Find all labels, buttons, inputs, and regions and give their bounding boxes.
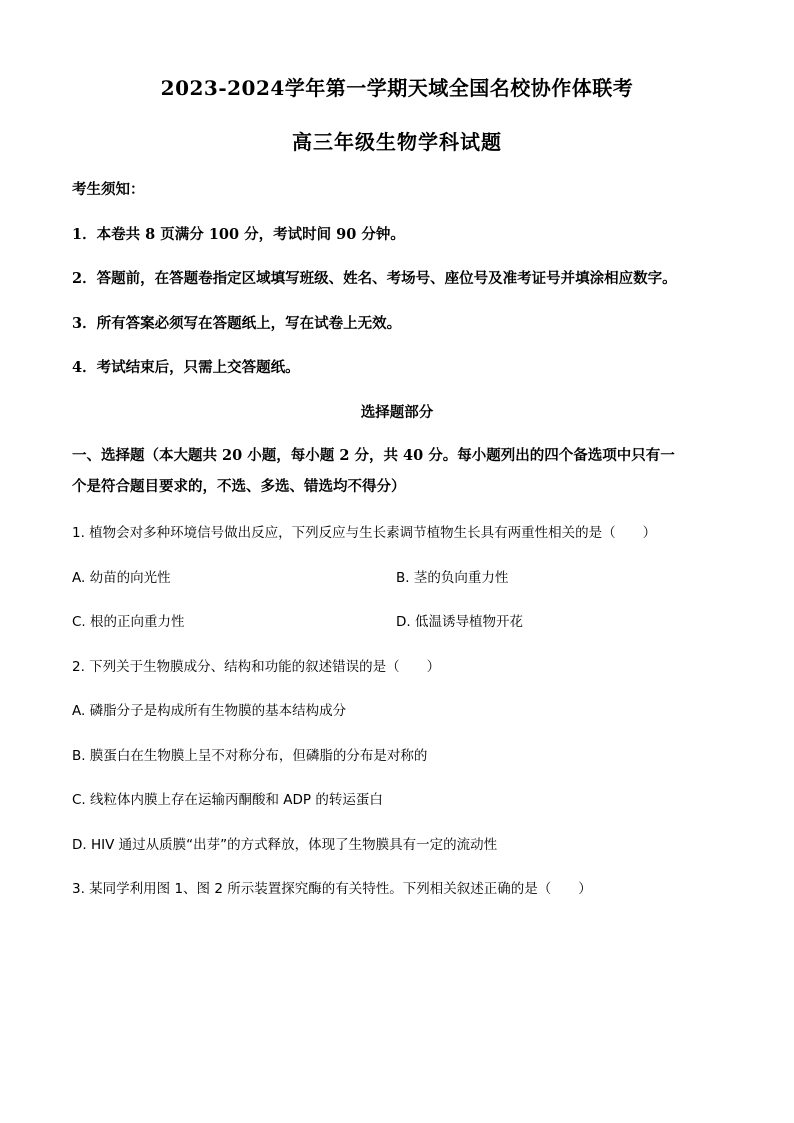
exam-title: 2023-2024学年第一学期天域全国名校协作体联考 [160, 76, 634, 100]
question-2-option-b: B. 膜蛋白在生物膜上呈不对称分布，但磷脂的分布是对称的 [72, 748, 428, 764]
notice-item-1: 1．本卷共 8 页满分 100 分，考试时间 90 分钟。 [72, 226, 405, 243]
question-1-option-d: D. 低温诱导植物开花 [396, 614, 523, 630]
question-2-stem: 2. 下列关于生物膜成分、结构和功能的叙述错误的是（ ） [72, 659, 441, 675]
exam-subtitle: 高三年级生物学科试题 [292, 130, 502, 154]
question-1-option-b: B. 茎的负向重力性 [396, 570, 509, 586]
question-2-option-d: D. HIV 通过从质膜“出芽”的方式释放，体现了生物膜具有一定的流动性 [72, 837, 498, 853]
question-1-stem: 1. 植物会对多种环境信号做出反应，下列反应与生长素调节植物生长具有两重性相关的是（ ） [72, 525, 657, 541]
section-instructions-line2: 个是符合题目要求的，不选、多选、错选均不得分） [72, 478, 406, 495]
section-instructions-line1: 一、选择题（本大题共 20 小题，每小题 2 分，共 40 分。每小题列出的四个备选项中只有一 [72, 447, 675, 464]
question-2-option-a: A. 磷脂分子是构成所有生物膜的基本结构成分 [72, 703, 347, 719]
question-3-stem: 3. 某同学利用图 1、图 2 所示装置探究酶的有关特性。下列相关叙述正确的是（ ） [72, 881, 592, 897]
section-title: 选择题部分 [360, 404, 434, 421]
notice-item-3: 3．所有答案必须写在答题纸上，写在试卷上无效。 [72, 315, 402, 332]
notice-item-2: 2．答题前，在答题卷指定区域填写班级、姓名、考场号、座位号及准考证号并填涂相应数字。 [72, 270, 677, 287]
question-1-option-c: C. 根的正向重力性 [72, 614, 185, 630]
notice-item-4: 4．考试结束后，只需上交答题纸。 [72, 359, 300, 376]
notice-heading: 考生须知： [72, 181, 145, 198]
question-1-option-a: A. 幼苗的向光性 [72, 570, 171, 586]
question-2-option-c: C. 线粒体内膜上存在运输丙酮酸和 ADP 的转运蛋白 [72, 792, 383, 808]
